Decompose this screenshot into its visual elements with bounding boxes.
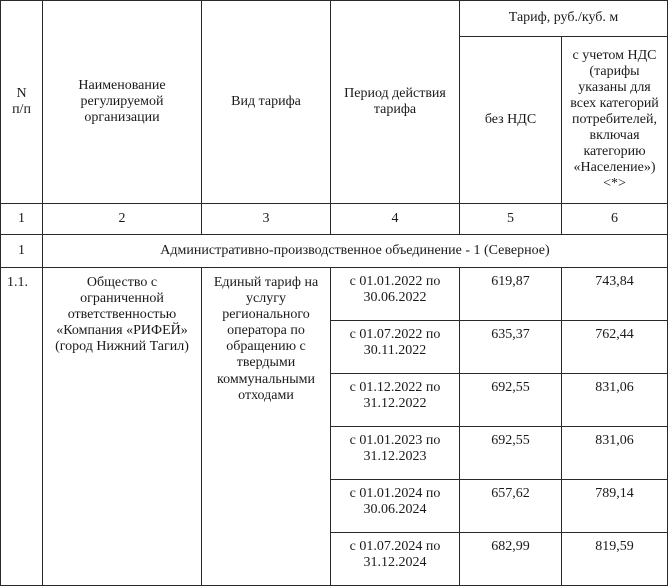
header-tariff-type-label: Вид тарифа (231, 93, 301, 109)
header-with-vat (562, 37, 668, 204)
entry-num: 1.1. (1, 268, 43, 586)
header-no-vat (460, 37, 562, 204)
header-tariff-group (460, 1, 668, 37)
period-cell: с 01.07.2022 по 30.11.2022 (331, 321, 460, 374)
with-vat-cell: 831,06 (562, 427, 668, 480)
column-number: 5 (460, 204, 562, 235)
with-vat-cell: 743,84 (562, 268, 668, 321)
period-cell: с 01.07.2024 по 31.12.2024 (331, 533, 460, 586)
header-tariff-group-label: Тариф, руб./куб. м (508, 10, 619, 26)
with-vat-cell: 789,14 (562, 480, 668, 533)
region-num: 1 (1, 235, 43, 268)
column-number: 1 (1, 204, 43, 235)
with-vat-cell: 762,44 (562, 321, 668, 374)
region-name: Административно-производственное объединение - 1 (Северное) (43, 235, 668, 268)
entry-tariff-type-text: Единый тариф на услугу регионального оператора по обращению с твердыми коммунальными отходами (213, 275, 319, 403)
header-organization-label: Наименование регулируемой организации (78, 77, 166, 126)
header-period (331, 1, 460, 204)
with-vat-cell: 819,59 (562, 533, 668, 586)
no-vat-cell: 657,62 (460, 480, 562, 533)
no-vat-cell: 682,99 (460, 533, 562, 586)
period-cell: с 01.01.2024 по 30.06.2024 (331, 480, 460, 533)
period-cell: с 01.01.2023 по 31.12.2023 (331, 427, 460, 480)
no-vat-cell: 635,37 (460, 321, 562, 374)
column-number: 2 (43, 204, 202, 235)
column-number: 3 (202, 204, 331, 235)
entry-organization-text: Общество с ограниченной ответственностью «Компания «РИФЕЙ» (город Нижний Тагил) (55, 275, 189, 355)
no-vat-cell: 692,55 (460, 374, 562, 427)
entry-organization (43, 268, 202, 586)
column-number: 6 (562, 204, 668, 235)
no-vat-cell: 692,55 (460, 427, 562, 480)
no-vat-cell: 619,87 (460, 268, 562, 321)
header-num (1, 1, 43, 204)
column-number: 4 (331, 204, 460, 235)
header-tariff-type (202, 1, 331, 204)
header-organization (43, 1, 202, 204)
entry-tariff-type (202, 268, 331, 586)
header-num-label: N п/п (12, 85, 31, 117)
header-with-vat-label: с учетом НДС (тарифы указаны для всех категорий потребителей, включая категорию «Население») <*> (570, 47, 659, 192)
header-period-label: Период действия тарифа (344, 85, 446, 117)
period-cell: с 01.01.2022 по 30.06.2022 (331, 268, 460, 321)
header-no-vat-label: без НДС (484, 111, 537, 127)
with-vat-cell: 831,06 (562, 374, 668, 427)
period-cell: с 01.12.2022 по 31.12.2022 (331, 374, 460, 427)
